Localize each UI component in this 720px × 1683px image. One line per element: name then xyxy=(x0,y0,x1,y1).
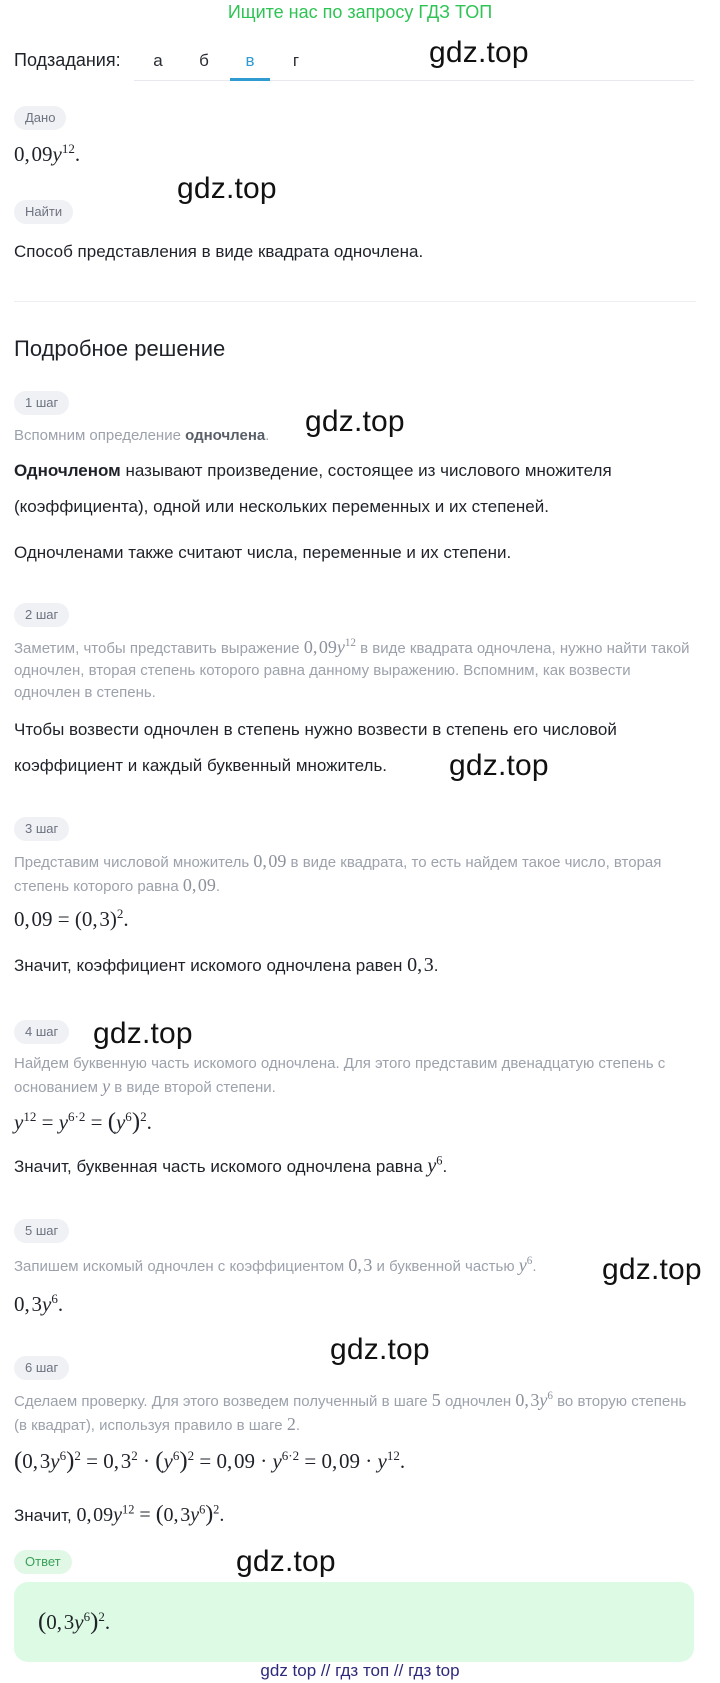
step-label: 6 шаг xyxy=(14,1356,69,1380)
step-label: 2 шаг xyxy=(14,603,69,627)
step-formula: $y^{12} = y^{6\cdot 2} = (y^6)^2$. xyxy=(14,1108,152,1135)
step-label: 1 шаг xyxy=(14,391,69,415)
tab-b[interactable]: б xyxy=(199,51,209,70)
step-text: Значит, коэффициент искомого одночлена равен 0, 3. xyxy=(14,954,439,976)
step-label: 3 шаг xyxy=(14,817,69,841)
step-hint: Заметим, чтобы представить выражение 0, $09y^{12}$ в виде квадрата одночлена, нужно найти такой одночлен, вторая степень которого равна данному выражению. Вспомним, как возвести одночлен в степень. xyxy=(14,637,690,701)
step-hint: Найдем буквенную часть искомого одночлена. Для этого представим двенадцатую степень с основанием y в виде второй степени. xyxy=(14,1055,666,1096)
step-label: 5 шаг xyxy=(14,1219,69,1243)
tab-a[interactable]: а xyxy=(153,51,163,70)
solution-title: Подробное решение xyxy=(14,336,226,361)
subtasks-bar xyxy=(14,44,694,82)
watermark: gdz.top xyxy=(93,1017,193,1050)
step-hint: Вспомним определение одночлена. xyxy=(14,427,270,444)
subtask-tabs xyxy=(134,44,694,81)
answer-expression: (0, $3y^6)^2$. xyxy=(38,1608,111,1635)
watermark: gdz.top xyxy=(429,36,529,69)
watermark: gdz.top xyxy=(305,405,405,438)
watermark: gdz.top xyxy=(330,1333,430,1366)
watermark: gdz.top xyxy=(449,749,549,782)
step-text: Одночленом называют произведение, состоящее из числового множителя (коэффициента), одной или нескольких переменных и их степеней. xyxy=(14,461,612,516)
promo-banner[interactable]: Ищите нас по запросу ГДЗ ТОП xyxy=(227,2,493,22)
find-text: Способ представления в виде квадрата одночлена. xyxy=(14,242,424,261)
given-expression: 0, $09y^{12}$. xyxy=(14,141,81,166)
watermark: gdz.top xyxy=(236,1545,336,1578)
answer-box xyxy=(14,1582,694,1662)
watermark: gdz.top xyxy=(602,1253,702,1286)
step-formula: (0, $3y^6)^2 = 0$, $3^2 \cdot (y^6)^2 = 0$, $09 \cdot y^{6\cdot 2} = 0$, $09 \cdot y^{12}$. xyxy=(14,1447,406,1474)
subtasks-label: Подзадания: xyxy=(14,50,121,70)
step-hint: Представим числовой множитель 0, 09 в виде квадрата, то есть найдем такое число, вторая степень которого равна 0, 09. xyxy=(14,851,662,895)
find-label: Найти xyxy=(14,200,73,224)
tab-v[interactable]: в xyxy=(230,48,270,81)
step-formula: 0, $3y^6$. xyxy=(14,1291,64,1316)
step-text: Значит, 0, $09y^{12} = (0$, $3y^6)^2$. xyxy=(14,1501,225,1527)
step-hint: Сделаем проверку. Для этого возведем полученный в шаге 5 одночлен 0, $3y^6$ во вторую степень (в квадрат), используя правило в шаге 2. xyxy=(14,1390,687,1434)
step-text: Чтобы возвести одночлен в степень нужно возвести в степень его числовой коэффициент и каждый буквенный множитель. xyxy=(14,720,617,775)
step-text: Одночленами также считают числа, переменные и их степени. xyxy=(14,543,512,562)
divider xyxy=(14,301,696,302)
answer-label: Ответ xyxy=(14,1550,72,1574)
step-label: 4 шаг xyxy=(14,1020,69,1044)
step-text: Значит, буквенная часть искомого одночлена равна $y^6$. xyxy=(14,1153,448,1177)
tab-g[interactable]: г xyxy=(292,51,300,70)
given-label: Дано xyxy=(14,106,66,130)
step-hint: Запишем искомый одночлен с коэффициентом 0, 3 и буквенной частью $y^6$. xyxy=(14,1255,537,1275)
watermark: gdz.top xyxy=(177,172,277,205)
footer-links[interactable]: gdz top // гдз топ // гдз top xyxy=(260,1661,460,1680)
step-formula: 0, 09 = (0, 3)$^2$. xyxy=(14,906,129,931)
